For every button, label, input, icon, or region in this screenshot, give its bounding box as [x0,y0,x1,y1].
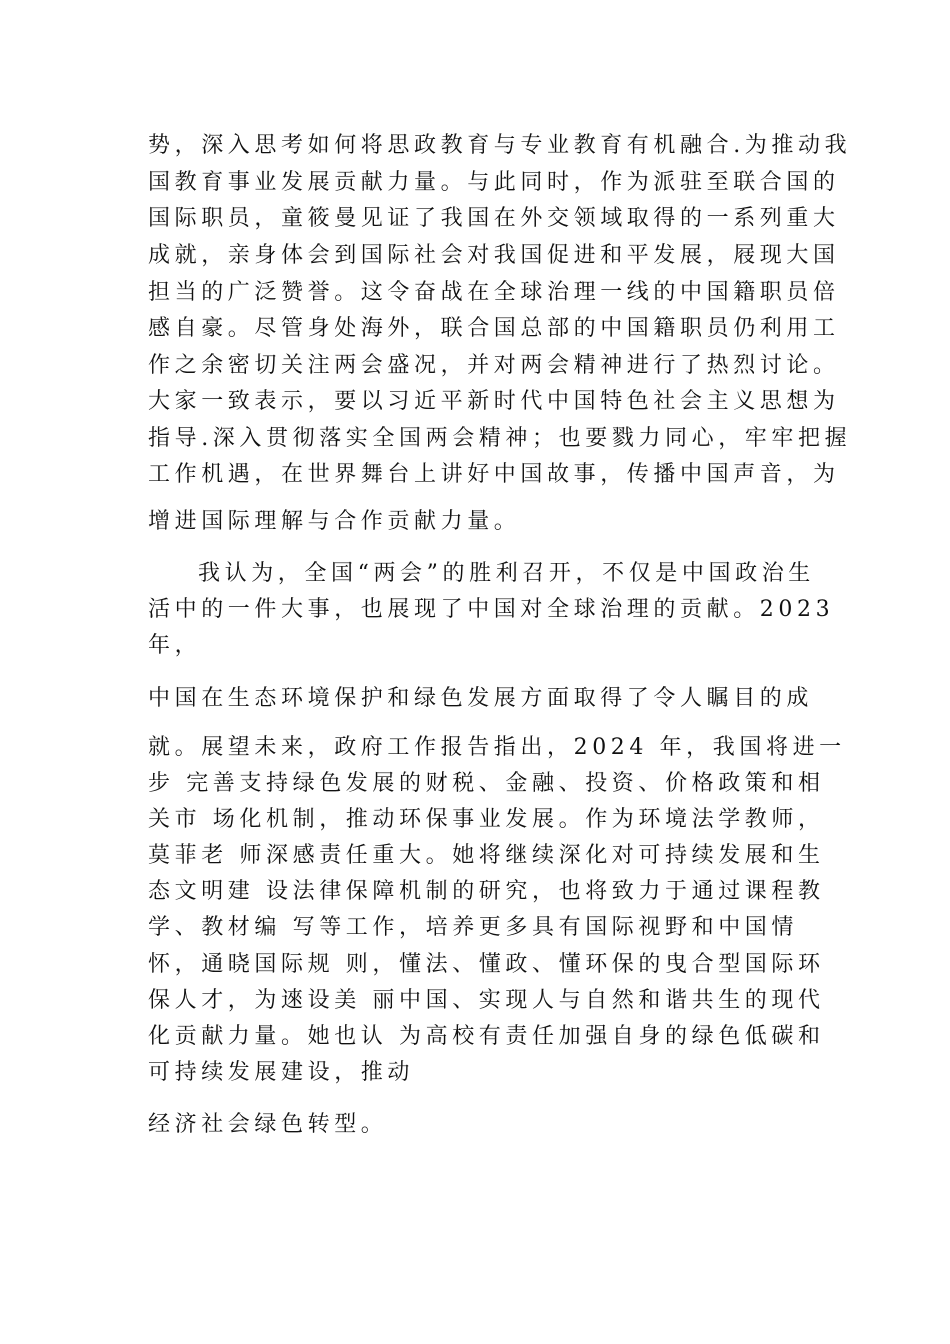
text-line: 学、教材编 写等工作，培养更多具有国际视野和中国情 [148,915,798,940]
text-line: 国教育事业发展贡献力量。与此同时，作为派驻至联合国的 [148,170,840,195]
text-line: 步 完善支持绿色发展的财税、金融、投资、价格政策和相 [148,771,825,796]
text-line: 化贡献力量。她也认 为高校有责任加强自身的绿色低碳和 [148,1024,825,1049]
text-line: 担当的广泛赞誉。这令奋战在全球治理一线的中国籍职员倍 [148,280,840,305]
text-line: 作之余密切关注两会盛况，并对两会精神进行了热烈讨论。 [148,353,840,378]
text-line: 成就，亲身体会到国际社会对我国促进和平发展，屐现大国 [148,243,840,268]
text-line: 势，深入思考如何将思政教育与专业教育有机融合.为推动我 [148,133,852,158]
text-line: 国际职员，童筱曼见证了我国在外交领域取得的一系列重大 [148,206,840,231]
text-line: 保人才，为逨设美 丽中国、实现人与自然和谐共生的现代 [148,988,825,1013]
paragraph-first-line: 我认为，全国“两会”的胜利召开，不仅是中国政治生 [198,561,815,586]
text-line: 感自豪。尽管身处海外，联合国总部的中国籍职员仍利用工 [148,316,840,341]
text-line: 就。展望未来，政府工作报告指出，2024 年，我国将进一 [148,735,846,760]
text-line: 中国在生态环境保护和绿色发展方面取得了令人瞩目的成 [148,686,814,711]
text-line: 关市 场化机制，推动环保事业发展。作为环境法学教师， [148,807,825,832]
text-line: 经济社会绿色转型。 [148,1112,388,1137]
text-line: 可持续发展建设，推动 [148,1060,415,1085]
text-line: 指导.深入贯彻落实全国两会精神；也要戮力同心，牢牢把握 [148,426,852,451]
text-line: 活中的一件大事，也展现了中国对全球治理的贡献。2023 [148,597,835,622]
text-line: 莫菲老 师深感责任重大。她将继续深化对可持续发展和生 [148,843,825,868]
text-line: 年， [148,633,202,658]
text-line: 增进国际理解与合作贡献力量。 [148,509,521,534]
text-line: 怀，通晓国际规 则，懂法、懂政、懂环保的曳合型国际环 [148,952,825,977]
text-line: 态文明建 设法律保障机制的研究，也将致力于通过课程教 [148,879,825,904]
text-line: 工作机遇，在世界舞台上讲好中国故事，传播中国声音，为 [148,462,840,487]
text-line: 大家一致表示，要以习近平新时代中国特色社会主义思想为 [148,389,840,414]
